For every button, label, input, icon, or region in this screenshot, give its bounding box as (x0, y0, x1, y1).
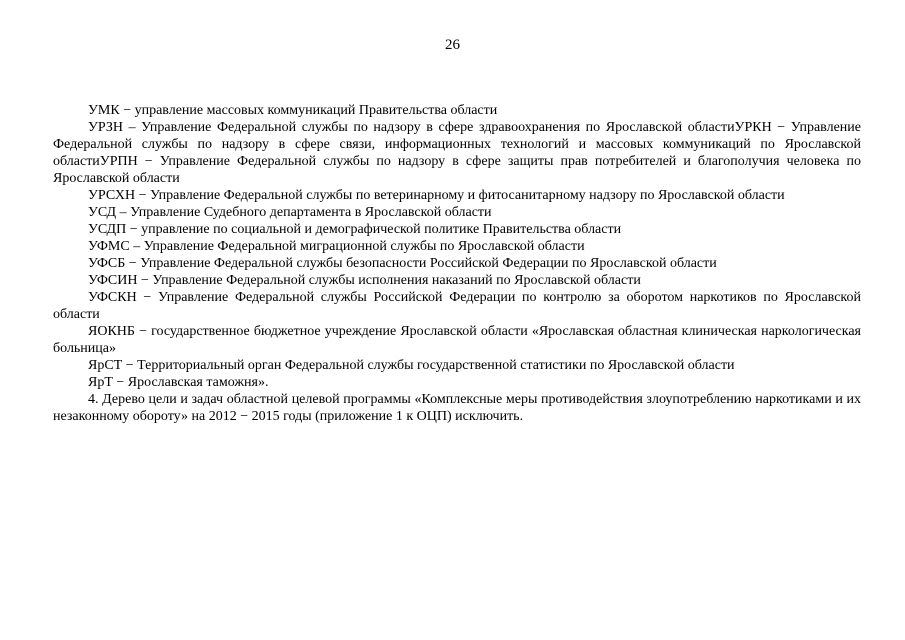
abbreviation-yaoknb: ЯОКНБ − государственное бюджетное учреждение Ярославской области «Ярославская областная клиническая наркологическая больница» (53, 324, 861, 356)
abbreviation-yart: ЯрТ − Ярославская таможня». (88, 375, 269, 390)
abbreviation-ufskn: УФСКН − Управление Федеральной службы Российской Федерации по контролю за оборотом наркотиков по Ярославской области (53, 290, 861, 322)
document-body (53, 102, 861, 425)
abbreviation-ursxn: УРСХН − Управление Федеральной службы по ветеринарному и фитосанитарному надзору по Ярославской области (88, 188, 785, 203)
page-number: 26 (445, 37, 460, 53)
abbreviation-urzn-urkn-urpn: УРЗН – Управление Федеральной службы по надзору в сфере здравоохранения по Ярославской областиУРКН − Управление Федеральной службы по надзору в сфере связи, информационных технологий и массовых коммуникаций по Ярославской областиУРПН − Управление Федеральной службы по надзору в сфере защиты прав потребителей и благополучия человека по Ярославской области (53, 120, 861, 186)
abbreviation-ufsin: УФСИН − Управление Федеральной службы исполнения наказаний по Ярославской области (88, 273, 641, 288)
abbreviation-yarst: ЯрСТ − Территориальный орган Федеральной службы государственной статистики по Ярославской области (88, 358, 735, 373)
abbreviation-usdp: УСДП − управление по социальной и демографической политике Правительства области (88, 222, 622, 237)
item-4-paragraph: 4. Дерево цели и задач областной целевой программы «Комплексные меры противодействия злоупотреблению наркотиками и их незаконному обороту» на 2012 − 2015 годы (приложение 1 к ОЦП) исключить. (53, 392, 861, 424)
abbreviation-usd: УСД – Управление Судебного департамента в Ярославской области (88, 205, 492, 220)
abbreviation-ufms: УФМС – Управление Федеральной миграционной службы по Ярославской области (88, 239, 585, 254)
abbreviation-ufsb: УФСБ − Управление Федеральной службы безопасности Российской Федерации по Ярославской области (88, 256, 717, 271)
abbreviation-umk: УМК − управление массовых коммуникаций Правительства области (88, 103, 498, 118)
